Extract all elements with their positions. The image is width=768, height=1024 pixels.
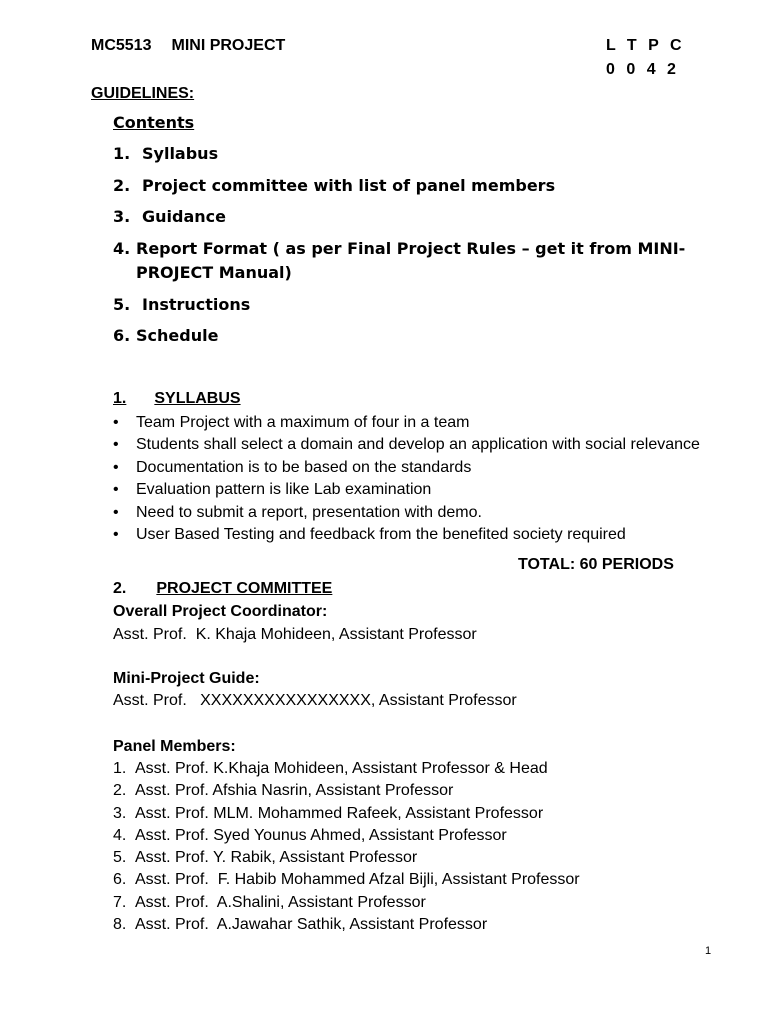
toc-text: Project committee with list of panel members [142, 176, 556, 195]
toc-item [113, 326, 218, 345]
toc-item-continuation: PROJECT Manual) [136, 263, 292, 282]
list-item: • Students shall select a domain and develop an application with social relevance [113, 434, 700, 456]
page-number: 1 [705, 945, 712, 957]
course-header [91, 37, 285, 55]
toc-text: Syllabus [142, 144, 219, 163]
toc-number: 5. [113, 295, 131, 314]
bullet-icon: • [113, 414, 119, 431]
list-item: 5. Asst. Prof. Y. Rabik, Assistant Professor [113, 849, 418, 867]
contents-title: Contents [113, 113, 195, 132]
toc-number: 2. [113, 176, 131, 195]
toc-item [113, 144, 218, 163]
bullet-icon: • [113, 436, 119, 454]
bullet-icon: • [113, 458, 119, 476]
total-periods: TOTAL: 60 PERIODS [518, 556, 674, 573]
list-item: 2. Asst. Prof. Afshia Nasrin, Assistant Professor [113, 782, 454, 800]
ltpc-values: 0 0 4 2 [606, 61, 680, 78]
coordinator-label: Overall Project Coordinator: [113, 603, 328, 620]
ltpc-label: L T P C [606, 37, 686, 54]
list-item: 3. Asst. Prof. MLM. Mohammed Rafeek, Assistant Professor [113, 804, 544, 822]
toc-text: Instructions [142, 295, 251, 314]
section-title: SYLLABUS [154, 390, 241, 407]
toc-item [113, 207, 226, 226]
toc-item [113, 176, 555, 195]
bullet-icon: • [113, 503, 119, 521]
toc-text: Report Format ( as per Final Project Rules – get it from MINI- [136, 239, 686, 258]
syllabus-bullet-list [113, 412, 700, 546]
section-number: 2. [113, 580, 127, 597]
toc-number: 4. [113, 239, 131, 258]
bullet-icon: • [113, 481, 119, 499]
toc-number: 6. [113, 326, 131, 345]
panel-members-list [113, 758, 580, 936]
section-title: PROJECT COMMITTEE [156, 580, 333, 597]
toc-item [113, 239, 685, 258]
list-item: • Evaluation pattern is like Lab examination [113, 479, 700, 501]
panel-label: Panel Members: [113, 738, 236, 755]
section-heading-syllabus [113, 390, 241, 408]
toc-number: 3. [113, 207, 131, 226]
list-item: 4. Asst. Prof. Syed Younus Ahmed, Assistant Professor [113, 826, 507, 844]
list-item: • Need to submit a report, presentation with demo. [113, 502, 700, 524]
guide-name: Asst. Prof. XXXXXXXXXXXXXXXX, Assistant Professor [113, 692, 517, 709]
guidelines-title: GUIDELINES: [91, 85, 195, 102]
toc-text: Schedule [136, 326, 219, 345]
toc-text: Guidance [142, 207, 226, 226]
bullet-icon: • [113, 525, 119, 543]
section-heading-committee [113, 580, 332, 598]
toc-item [113, 295, 250, 314]
course-title: MINI PROJECT [171, 37, 286, 54]
guide-label: Mini-Project Guide: [113, 670, 260, 687]
coordinator-name: Asst. Prof. K. Khaja Mohideen, Assistant Professor [113, 626, 477, 643]
course-code: MC5513 [91, 37, 152, 54]
section-number: 1. [113, 390, 127, 407]
list-item: 7. Asst. Prof. A.Shalini, Assistant Professor [113, 893, 426, 911]
list-item: • User Based Testing and feedback from the benefited society required [113, 524, 700, 546]
list-item: • Team Project with a maximum of four in a team [113, 412, 700, 434]
list-item: 6. Asst. Prof. F. Habib Mohammed Afzal Bijli, Assistant Professor [113, 871, 580, 889]
list-item: • Documentation is to be based on the standards [113, 457, 700, 479]
list-item: 8. Asst. Prof. A.Jawahar Sathik, Assistant Professor [113, 916, 488, 934]
toc-number: 1. [113, 144, 131, 163]
list-item: 1. Asst. Prof. K.Khaja Mohideen, Assistant Professor & Head [113, 760, 548, 777]
